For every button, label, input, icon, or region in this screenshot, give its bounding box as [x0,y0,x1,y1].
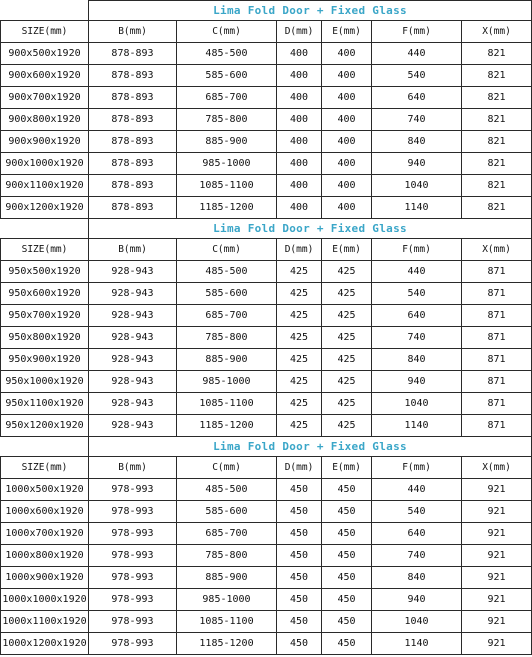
value-cell: 885-900 [177,567,277,589]
value-cell: 450 [322,567,372,589]
value-cell: 878-893 [89,175,177,197]
value-cell: 821 [462,65,532,87]
value-cell: 878-893 [89,109,177,131]
section-title: Lima Fold Door + Fixed Glass [89,1,532,21]
value-cell: 485-500 [177,43,277,65]
column-header: SIZE(mm) [1,21,89,43]
value-cell: 878-893 [89,87,177,109]
column-header: D(mm) [277,21,322,43]
value-cell: 871 [462,415,532,437]
size-cell: 1000x900x1920 [1,567,89,589]
value-cell: 685-700 [177,523,277,545]
column-header: X(mm) [462,239,532,261]
value-cell: 978-993 [89,589,177,611]
value-cell: 978-993 [89,633,177,655]
value-cell: 871 [462,283,532,305]
value-cell: 1040 [372,393,462,415]
value-cell: 740 [372,327,462,349]
size-cell: 950x800x1920 [1,327,89,349]
value-cell: 585-600 [177,501,277,523]
value-cell: 921 [462,633,532,655]
value-cell: 425 [277,415,322,437]
value-cell: 871 [462,393,532,415]
value-cell: 585-600 [177,283,277,305]
table-row [1,633,532,655]
table-row [1,349,532,371]
value-cell: 740 [372,545,462,567]
size-cell: 950x900x1920 [1,349,89,371]
value-cell: 840 [372,131,462,153]
value-cell: 400 [322,65,372,87]
value-cell: 928-943 [89,283,177,305]
table-row [1,43,532,65]
size-cell: 900x500x1920 [1,43,89,65]
value-cell: 450 [277,567,322,589]
column-header: C(mm) [177,21,277,43]
value-cell: 400 [277,197,322,219]
value-cell: 878-893 [89,65,177,87]
value-cell: 400 [322,43,372,65]
value-cell: 921 [462,589,532,611]
size-cell: 900x1000x1920 [1,153,89,175]
table-row [1,589,532,611]
table-row [1,415,532,437]
value-cell: 878-893 [89,197,177,219]
value-cell: 1085-1100 [177,393,277,415]
column-header-row [1,457,532,479]
section-title-row [1,1,532,21]
value-cell: 821 [462,109,532,131]
value-cell: 821 [462,87,532,109]
table-row [1,567,532,589]
value-cell: 450 [322,589,372,611]
size-cell: 1000x700x1920 [1,523,89,545]
value-cell: 821 [462,153,532,175]
column-header: B(mm) [89,457,177,479]
section-title-row [1,437,532,457]
column-header: C(mm) [177,457,277,479]
value-cell: 821 [462,43,532,65]
column-header: E(mm) [322,239,372,261]
value-cell: 425 [322,393,372,415]
corner-cell [1,1,89,21]
value-cell: 450 [277,589,322,611]
value-cell: 640 [372,305,462,327]
value-cell: 400 [277,175,322,197]
value-cell: 1140 [372,415,462,437]
column-header: SIZE(mm) [1,457,89,479]
value-cell: 1185-1200 [177,415,277,437]
value-cell: 1040 [372,175,462,197]
section-title: Lima Fold Door + Fixed Glass [89,219,532,239]
value-cell: 450 [322,523,372,545]
value-cell: 978-993 [89,611,177,633]
value-cell: 685-700 [177,87,277,109]
value-cell: 940 [372,589,462,611]
value-cell: 400 [322,87,372,109]
table-row [1,87,532,109]
value-cell: 1085-1100 [177,611,277,633]
value-cell: 740 [372,109,462,131]
value-cell: 540 [372,501,462,523]
value-cell: 785-800 [177,545,277,567]
value-cell: 871 [462,349,532,371]
value-cell: 785-800 [177,109,277,131]
value-cell: 978-993 [89,501,177,523]
value-cell: 425 [322,371,372,393]
value-cell: 450 [322,611,372,633]
table-row [1,327,532,349]
value-cell: 921 [462,479,532,501]
value-cell: 978-993 [89,545,177,567]
value-cell: 400 [277,43,322,65]
value-cell: 878-893 [89,153,177,175]
value-cell: 640 [372,523,462,545]
size-cell: 900x900x1920 [1,131,89,153]
value-cell: 821 [462,197,532,219]
value-cell: 985-1000 [177,153,277,175]
table-row [1,261,532,283]
value-cell: 400 [322,131,372,153]
value-cell: 450 [277,611,322,633]
value-cell: 425 [277,305,322,327]
value-cell: 985-1000 [177,589,277,611]
value-cell: 425 [322,261,372,283]
value-cell: 1040 [372,611,462,633]
value-cell: 1185-1200 [177,633,277,655]
table-row [1,153,532,175]
value-cell: 400 [322,175,372,197]
value-cell: 928-943 [89,305,177,327]
value-cell: 921 [462,523,532,545]
value-cell: 785-800 [177,327,277,349]
size-cell: 900x1100x1920 [1,175,89,197]
value-cell: 871 [462,371,532,393]
column-header: E(mm) [322,21,372,43]
value-cell: 450 [322,633,372,655]
value-cell: 400 [277,109,322,131]
size-cell: 1000x600x1920 [1,501,89,523]
value-cell: 450 [277,523,322,545]
value-cell: 400 [322,197,372,219]
value-cell: 425 [277,261,322,283]
value-cell: 425 [277,371,322,393]
value-cell: 640 [372,87,462,109]
column-header: X(mm) [462,21,532,43]
value-cell: 425 [322,283,372,305]
value-cell: 1140 [372,197,462,219]
value-cell: 1185-1200 [177,197,277,219]
value-cell: 400 [277,65,322,87]
value-cell: 928-943 [89,261,177,283]
value-cell: 840 [372,349,462,371]
value-cell: 928-943 [89,349,177,371]
table-row [1,479,532,501]
value-cell: 1085-1100 [177,175,277,197]
value-cell: 871 [462,327,532,349]
value-cell: 978-993 [89,479,177,501]
value-cell: 921 [462,545,532,567]
section-title-row [1,219,532,239]
column-header: SIZE(mm) [1,239,89,261]
value-cell: 400 [322,109,372,131]
size-cell: 950x600x1920 [1,283,89,305]
value-cell: 440 [372,43,462,65]
size-cell: 1000x1000x1920 [1,589,89,611]
value-cell: 450 [277,479,322,501]
table-row [1,175,532,197]
value-cell: 928-943 [89,415,177,437]
table-row [1,501,532,523]
value-cell: 450 [322,545,372,567]
value-cell: 440 [372,261,462,283]
table-row [1,283,532,305]
column-header: D(mm) [277,457,322,479]
size-cell: 1000x500x1920 [1,479,89,501]
value-cell: 928-943 [89,371,177,393]
value-cell: 425 [277,349,322,371]
size-cell: 1000x1200x1920 [1,633,89,655]
table-row [1,109,532,131]
value-cell: 425 [277,283,322,305]
value-cell: 425 [322,349,372,371]
value-cell: 485-500 [177,261,277,283]
value-cell: 921 [462,567,532,589]
column-header: F(mm) [372,21,462,43]
value-cell: 400 [322,153,372,175]
value-cell: 425 [322,327,372,349]
column-header: C(mm) [177,239,277,261]
column-header: F(mm) [372,239,462,261]
size-cell: 900x600x1920 [1,65,89,87]
column-header: D(mm) [277,239,322,261]
value-cell: 450 [277,545,322,567]
table-row [1,305,532,327]
value-cell: 585-600 [177,65,277,87]
value-cell: 978-993 [89,567,177,589]
size-cell: 950x500x1920 [1,261,89,283]
value-cell: 885-900 [177,349,277,371]
size-cell: 1000x1100x1920 [1,611,89,633]
value-cell: 985-1000 [177,371,277,393]
value-cell: 450 [322,479,372,501]
corner-cell [1,437,89,457]
value-cell: 821 [462,175,532,197]
table-row [1,545,532,567]
table-row [1,393,532,415]
table-row [1,65,532,87]
value-cell: 450 [277,501,322,523]
value-cell: 540 [372,283,462,305]
value-cell: 928-943 [89,393,177,415]
value-cell: 840 [372,567,462,589]
column-header-row [1,239,532,261]
value-cell: 425 [277,393,322,415]
section-title: Lima Fold Door + Fixed Glass [89,437,532,457]
value-cell: 885-900 [177,131,277,153]
value-cell: 921 [462,501,532,523]
column-header: B(mm) [89,21,177,43]
value-cell: 978-993 [89,523,177,545]
table-row [1,371,532,393]
value-cell: 425 [277,327,322,349]
size-cell: 950x1200x1920 [1,415,89,437]
column-header: E(mm) [322,457,372,479]
size-cell: 950x1100x1920 [1,393,89,415]
value-cell: 425 [322,415,372,437]
value-cell: 400 [277,131,322,153]
corner-cell [1,219,89,239]
table-row [1,523,532,545]
value-cell: 871 [462,261,532,283]
value-cell: 400 [277,153,322,175]
table-row [1,131,532,153]
size-cell: 950x700x1920 [1,305,89,327]
value-cell: 485-500 [177,479,277,501]
column-header: F(mm) [372,457,462,479]
value-cell: 450 [277,633,322,655]
value-cell: 685-700 [177,305,277,327]
size-cell: 900x800x1920 [1,109,89,131]
table-row [1,611,532,633]
value-cell: 400 [277,87,322,109]
value-cell: 921 [462,611,532,633]
value-cell: 440 [372,479,462,501]
column-header: B(mm) [89,239,177,261]
size-cell: 900x1200x1920 [1,197,89,219]
size-cell: 950x1000x1920 [1,371,89,393]
value-cell: 878-893 [89,131,177,153]
value-cell: 928-943 [89,327,177,349]
value-cell: 940 [372,371,462,393]
value-cell: 821 [462,131,532,153]
value-cell: 871 [462,305,532,327]
size-cell: 1000x800x1920 [1,545,89,567]
value-cell: 1140 [372,633,462,655]
column-header: X(mm) [462,457,532,479]
value-cell: 540 [372,65,462,87]
value-cell: 425 [322,305,372,327]
value-cell: 940 [372,153,462,175]
table-row [1,197,532,219]
size-cell: 900x700x1920 [1,87,89,109]
value-cell: 450 [322,501,372,523]
value-cell: 878-893 [89,43,177,65]
column-header-row [1,21,532,43]
